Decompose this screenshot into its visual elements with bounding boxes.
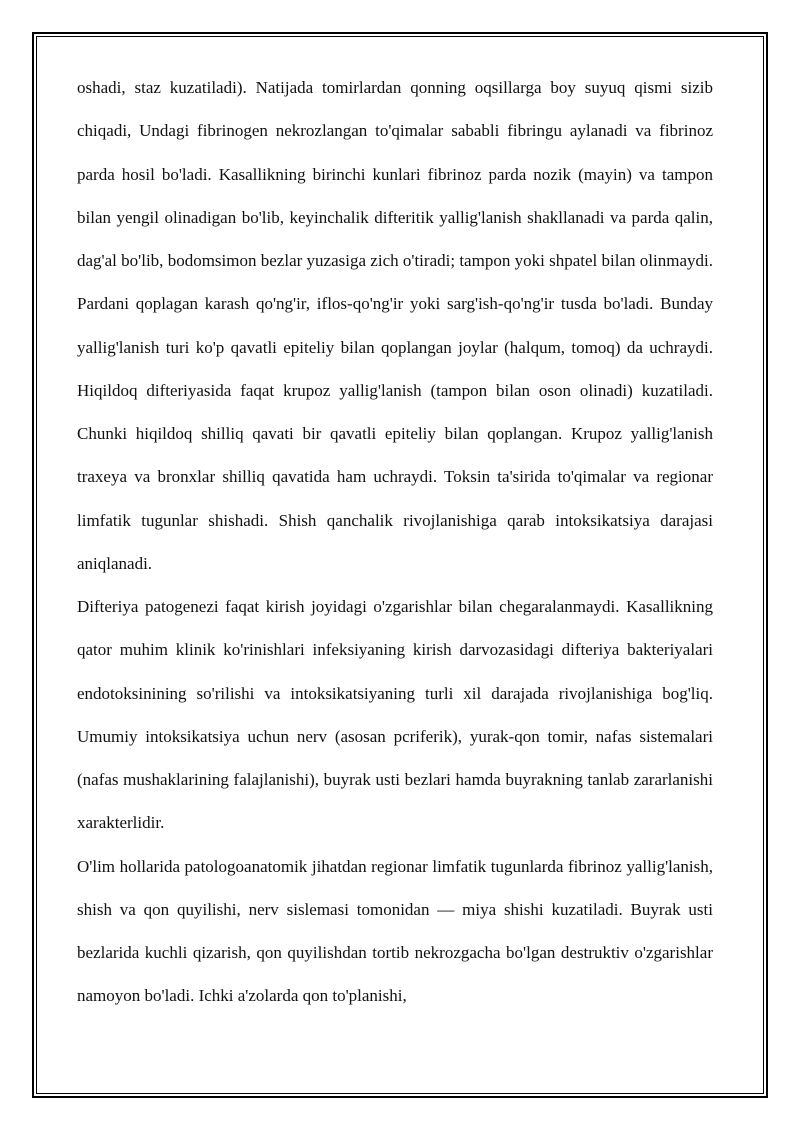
paragraph-2: Difteriya patogenezi faqat kirish joyidagi o'zgarishlar bilan chegaralanmaydi. Kasallikning qator muhim klinik ko'rinishlari infeksiyaning kirish darvozasidagi difteriya bakteriyalari endotoksinining so'rilishi va intoksikatsiyaning turli xil darajada rivojlanishiga bog'liq. Umumiy intoksikatsiya uchun nerv (asosan pcriferik), yurak-qon tomir, nafas sistemalari (nafas mushaklarining falajlanishi), buyrak usti bezlari hamda buyrakning tanlab zararlanishi xarakterlidir. (77, 597, 713, 833)
document-body (77, 66, 713, 1018)
paragraph-3: O'lim hollarida patologoanatomik jihatdan regionar limfatik tugunlarda fibrinoz yallig'lanish, shish va qon quyilishi, nerv sislemasi tomonidan — miya shishi kuzatiladi. Buyrak usti bezlarida kuchli qizarish, qon quyilishdan tortib nekrozgacha bo'lgan destruktiv o'zgarishlar namoyon bo'ladi. Ichki a'zolarda qon to'planishi, (77, 856, 713, 1006)
paragraph-1: oshadi, staz kuzatiladi). Natijada tomirlardan qonning oqsillarga boy suyuq qismi sizib chiqadi, Undagi fibrinogen nekrozlangan to'qimalar sababli fibringu aylanadi va fibrinoz parda hosil bo'ladi. Kasallikning birinchi kunlari fibrinoz parda nozik (mayin) va tampon bilan yengil olinadigan bo'lib, keyinchalik difteritik yallig'lanish shakllanadi va parda qalin, dag'al bo'lib, bodomsimon bezlar yuzasiga zich o'tiradi; tampon yoki shpatel bilan olinmaydi. Pardani qoplagan karash qo'ng'ir, iflos-qo'ng'ir yoki sarg'ish-qo'ng'ir tusda bo'ladi. Bunday yallig'lanish turi ko'p qavatli epiteliy bilan qoplangan joylar (halqum, tomoq) da uchraydi. Hiqildoq difteriyasida faqat krupoz yallig'lanish (tampon bilan oson olinadi) kuzatiladi. Chunki hiqildoq shilliq qavati bir qavatli epiteliy bilan qoplangan. Krupoz yallig'lanish traxeya va bronxlar shilliq qavatida ham uchraydi. Toksin ta'sirida to'qimalar va regionar limfatik tugunlar shishadi. Shish qanchalik rivojlanishiga qarab intoksikatsiya darajasi aniqlanadi. (77, 78, 713, 573)
